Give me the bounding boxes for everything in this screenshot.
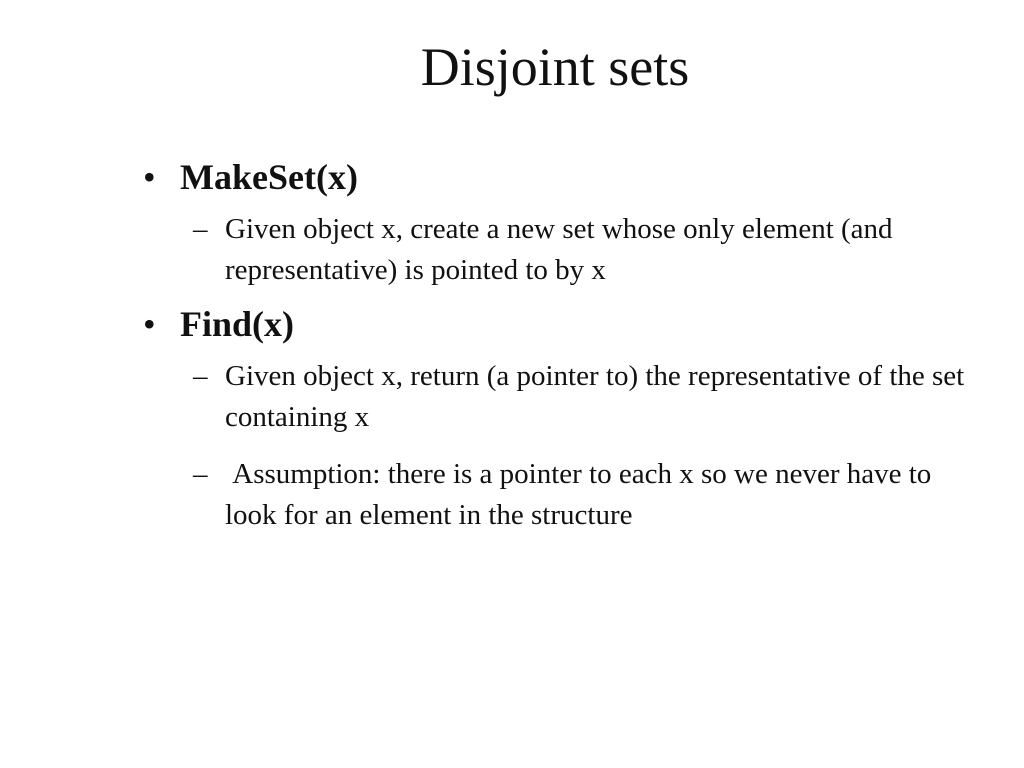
slide-title: Disjoint sets <box>420 37 690 97</box>
bullet-marker: • <box>143 157 156 197</box>
sub-bullet-item <box>193 209 983 291</box>
dash-marker: – <box>193 213 208 245</box>
dash-marker: – <box>193 458 208 490</box>
bullet-heading: Find(x) <box>180 304 295 344</box>
sub-bullet-text: Given object x, create a new set whose only element (and representative) is pointed to by x <box>225 213 900 286</box>
bullet-marker: • <box>143 304 156 344</box>
sub-bullet-item <box>193 454 983 536</box>
sub-bullet-text: Given object x, return (a pointer to) the representative of the set containing x <box>225 360 972 433</box>
bullet-heading: MakeSet(x) <box>180 157 358 197</box>
dash-marker: – <box>193 360 208 392</box>
sub-bullet-text: Assumption: there is a pointer to each x so we never have to look for an element in the structure <box>225 458 939 531</box>
sub-bullet-item <box>193 356 983 438</box>
